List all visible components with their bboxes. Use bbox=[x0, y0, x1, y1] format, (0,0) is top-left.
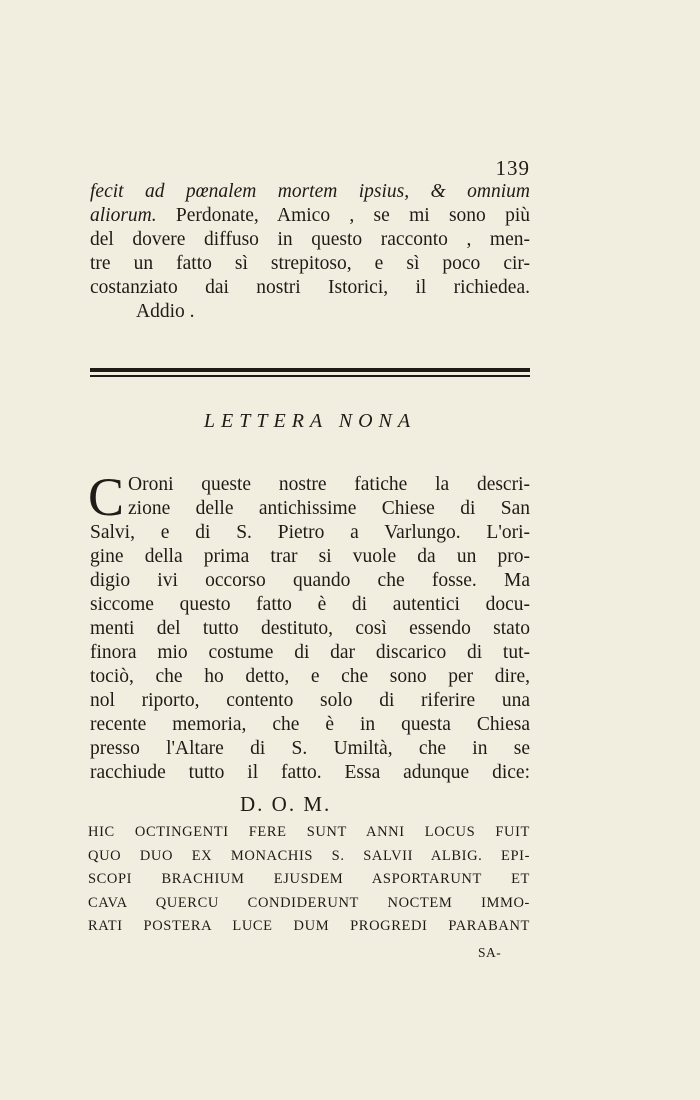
catchword: SA- bbox=[478, 945, 502, 960]
text-line: siccome questo fatto è di autentici docu- bbox=[90, 594, 530, 615]
section-divider-thick bbox=[90, 368, 530, 372]
text-line: Oroni queste nostre fatiche la descri- bbox=[128, 474, 530, 495]
letter-paragraph bbox=[90, 473, 530, 785]
drop-cap: C bbox=[88, 467, 125, 527]
section-divider-thin bbox=[90, 375, 530, 377]
text-line: nol riporto, contento solo di riferire una bbox=[90, 690, 530, 711]
inscription-text bbox=[88, 821, 530, 939]
text-line: menti del tutto destituto, così essendo stato bbox=[90, 618, 530, 639]
text-line: racchiude tutto il fatto. Essa adunque dice: bbox=[90, 762, 530, 783]
inscription-header: D. O. M. bbox=[240, 792, 332, 816]
inscription-line: QUO DUO EX MONACHIS S. SALVII ALBIG. EPI- bbox=[88, 847, 530, 864]
text-line: del dovere diffuso in questo racconto , men- bbox=[90, 229, 530, 250]
inscription-line: HIC OCTINGENTI FERE SUNT ANNI LOCUS FUIT bbox=[88, 824, 530, 840]
inscription-line: RATI POSTERA LUCE DUM PROGREDI PARABANT bbox=[88, 918, 530, 934]
text-line: Salvi, e di S. Pietro a Varlungo. L'ori- bbox=[90, 522, 530, 543]
text-line: Addio . bbox=[136, 301, 195, 322]
inscription-line: SCOPI BRACHIUM EJUSDEM ASPORTARUNT ET bbox=[88, 871, 530, 887]
inscription-line: CAVA QUERCU CONDIDERUNT NOCTEM IMMO- bbox=[88, 894, 530, 911]
text-line: tre un fatto sì strepitoso, e sì poco cir- bbox=[90, 253, 530, 274]
text-line: presso l'Altare di S. Umiltà, che in se bbox=[90, 738, 530, 759]
text-line: digio ivi occorso quando che fosse. Ma bbox=[90, 570, 530, 591]
text-line: finora mio costume di dar discarico di tut- bbox=[90, 642, 530, 663]
text-line: gine della prima trar si vuole da un pro- bbox=[90, 546, 530, 567]
text-line: costanziato dai nostri Istorici, il richiedea. bbox=[90, 277, 530, 298]
text-line: recente memoria, che è in questa Chiesa bbox=[90, 714, 530, 735]
intro-paragraph bbox=[90, 180, 530, 324]
text-line: fecit ad pœnalem mortem ipsius, & omnium bbox=[90, 181, 530, 202]
section-heading: LETTERA NONA bbox=[203, 410, 417, 432]
page-number: 139 bbox=[495, 156, 530, 180]
text-line: tociò, che ho detto, e che sono per dire, bbox=[90, 666, 530, 687]
text-line: zione delle antichissime Chiese di San bbox=[128, 498, 530, 519]
text-line: aliorum. Perdonate, Amico , se mi sono più bbox=[90, 205, 530, 226]
